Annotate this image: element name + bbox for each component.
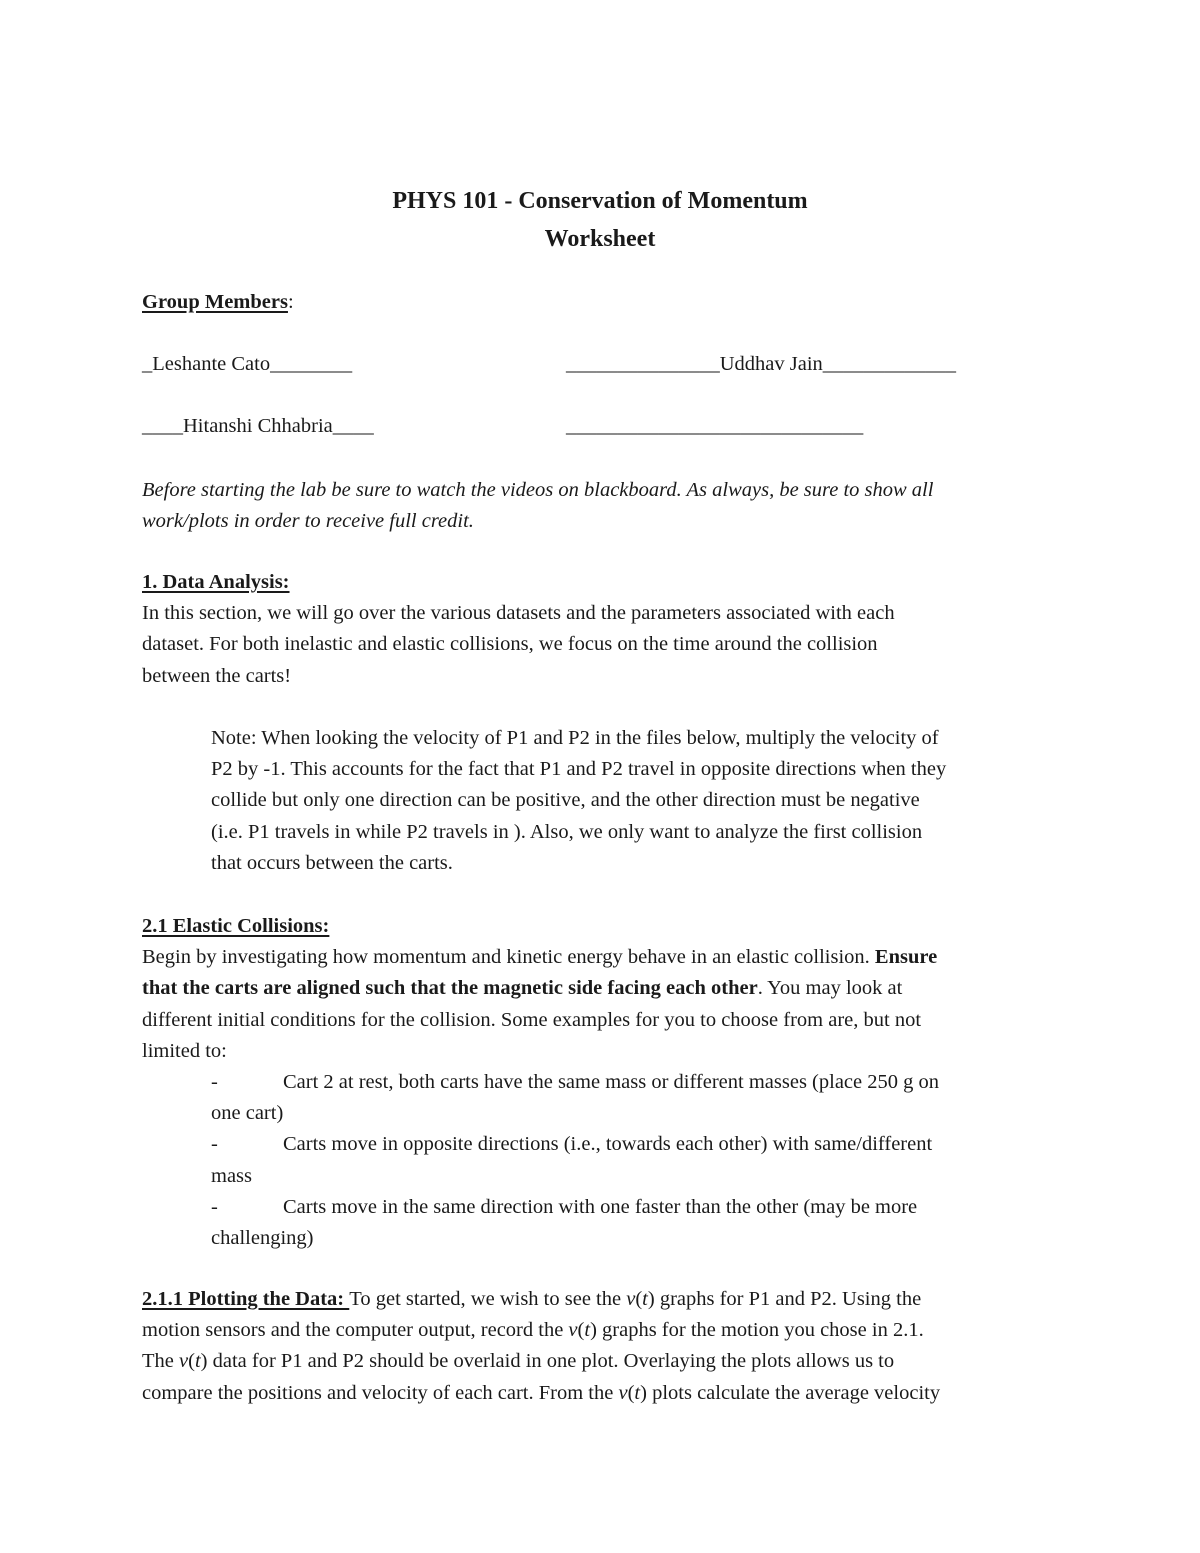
note-line: P2 by -1. This accounts for the fact that P1 and P2 travel in opposite directions when they <box>211 758 947 781</box>
group-members-colon: : <box>287 291 294 313</box>
note-line: Note: When looking the velocity of P1 and P2 in the files below, multiply the velocity of <box>211 727 939 749</box>
intro-instructions <box>142 475 1062 537</box>
dash-bullet-icon: - <box>211 1195 218 1218</box>
group-members-label <box>142 291 294 314</box>
section-1 <box>142 567 1062 692</box>
note-line: collide but only one direction can be positive, and the other direction must be negative <box>211 789 920 812</box>
section-2-1-1 <box>142 1284 1062 1409</box>
list-item: - Cart 2 at rest, both carts have the same mass or different masses (place 250 g on <box>211 1067 1071 1098</box>
list-item-continuation: mass <box>211 1164 252 1187</box>
list-item: - Carts move in the same direction with one faster than the other (may be more <box>211 1192 1071 1223</box>
section-2-1-1-heading: 2.1.1 Plotting the Data: <box>142 1288 350 1310</box>
note-line: (i.e. P1 travels in while P2 travels in ). Also, we only want to analyze the first collision <box>211 820 923 843</box>
section-2-1-1-line: 2.1.1 Plotting the Data: To get started, we wish to see the v(t) graphs for P1 and P2. Using the <box>142 1288 922 1310</box>
section-1-heading: 1. Data Analysis: <box>142 571 290 593</box>
list-item: - Carts move in opposite directions (i.e., towards each other) with same/different <box>211 1129 1071 1160</box>
intro-line: Before starting the lab be sure to watch the videos on blackboard. As always, be sure to show all <box>142 479 934 501</box>
group-member-1: _Leshante Cato________ <box>142 353 353 375</box>
intro-line: work/plots in order to receive full credit. <box>142 510 474 533</box>
section-2-1-1-line: motion sensors and the computer output, record the v(t) graphs for the motion you chose in 2.1. <box>142 1319 924 1342</box>
list-item-continuation: challenging) <box>211 1227 314 1250</box>
group-member-4-blank: _____________________________ <box>566 415 864 437</box>
section-2-1-line: limited to: <box>142 1039 227 1062</box>
section-2-1-line: different initial conditions for the collision. Some examples for you to choose from are, but not <box>142 1008 922 1031</box>
dash-bullet-icon: - <box>211 1071 218 1093</box>
section-2-1-1-line: The v(t) data for P1 and P2 should be overlaid in one plot. Overlaying the plots allows us to <box>142 1350 895 1373</box>
section-1-line: dataset. For both inelastic and elastic collisions, we focus on the time around the collision <box>142 633 878 656</box>
section-1-line: between the carts! <box>142 664 292 687</box>
section-2-1-line: that the carts are aligned such that the magnetic side facing each other. You may look at <box>142 977 903 1000</box>
section-2-1-heading: 2.1 Elastic Collisions: <box>142 915 330 937</box>
page-subtitle: Worksheet <box>544 226 656 252</box>
group-member-2: _______________Uddhav Jain_____________ <box>566 353 957 375</box>
note-line: that occurs between the carts. <box>211 851 453 874</box>
group-member-3: ____Hitanshi Chhabria____ <box>142 415 374 437</box>
section-2-1 <box>142 911 1062 1067</box>
list-item-continuation: one cart) <box>211 1102 284 1125</box>
section-1-line: In this section, we will go over the various datasets and the parameters associated with each <box>142 602 895 625</box>
page-title: PHYS 101 - Conservation of Momentum <box>392 188 808 214</box>
section-2-1-1-line: compare the positions and velocity of each cart. From the v(t) plots calculate the average velocity <box>142 1381 941 1404</box>
dash-bullet-icon: - <box>211 1133 218 1156</box>
group-members-heading: Group Members <box>142 291 288 313</box>
note-block <box>211 723 1071 879</box>
bullet-list <box>211 1067 1071 1254</box>
section-2-1-line: Begin by investigating how momentum and kinetic energy behave in an elastic collision. Ensure <box>142 946 938 969</box>
